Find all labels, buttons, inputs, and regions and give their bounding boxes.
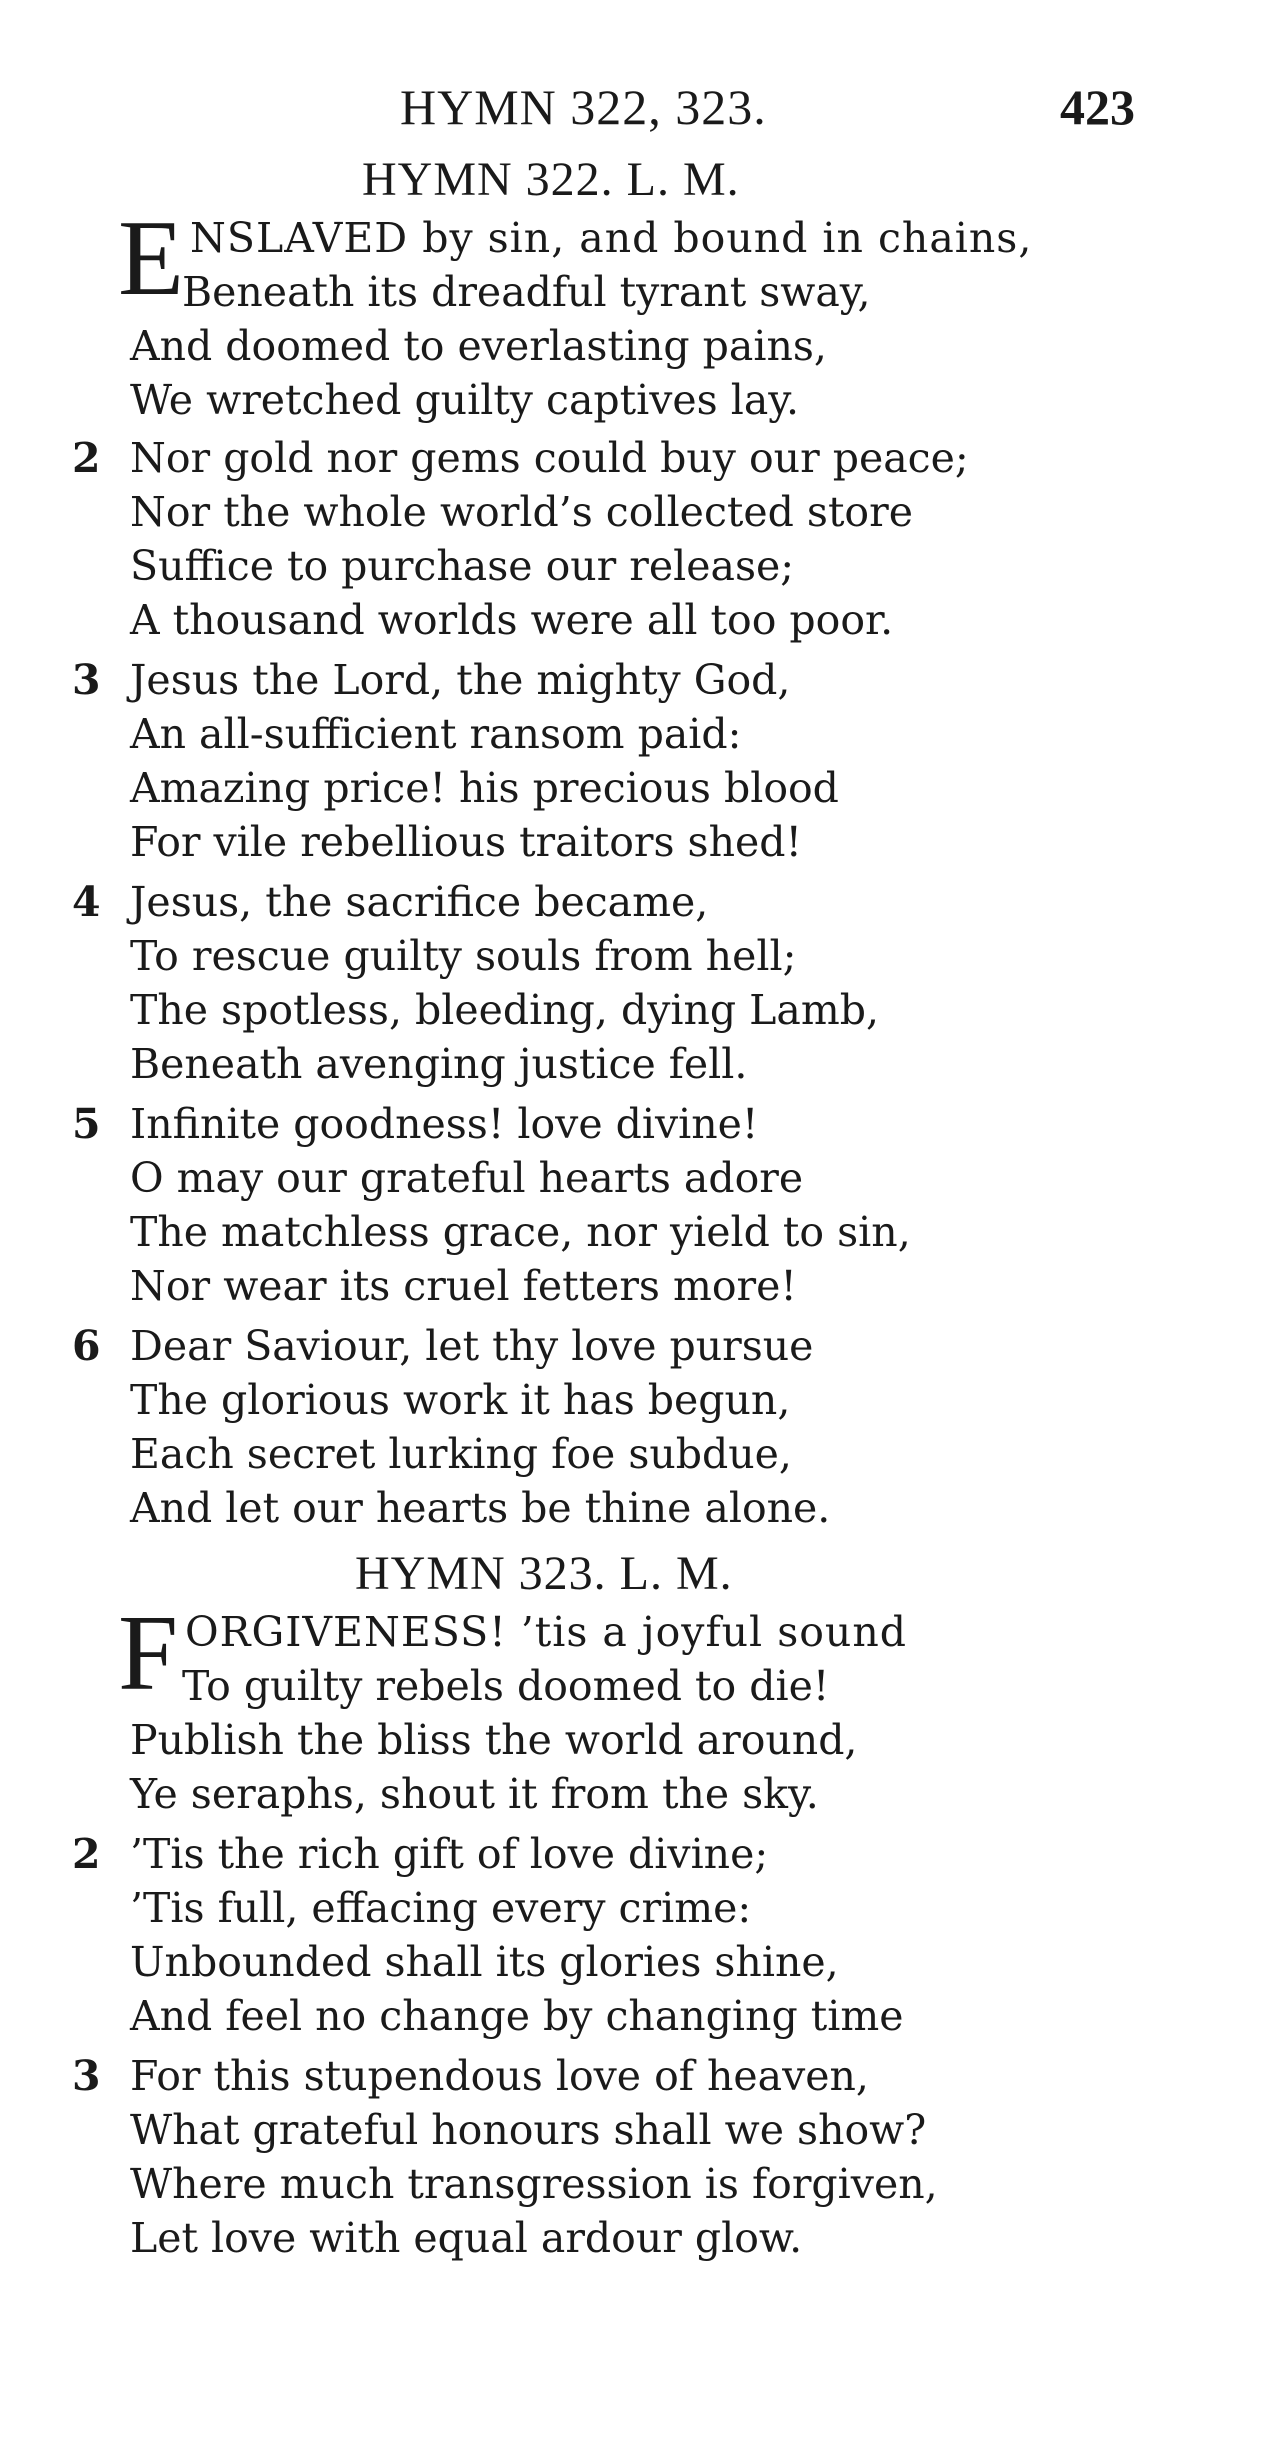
- verse-line: The spotless, bleeding, dying Lamb,: [130, 986, 880, 1034]
- verse-line: ’Tis full, effacing every crime:: [130, 1884, 752, 1932]
- verse-line: Where much transgression is forgiven,: [130, 2160, 938, 2208]
- hymn-323-heading: HYMN 323. L. M.: [355, 1547, 733, 1600]
- verse-line: Infinite goodness! love divine!: [130, 1100, 759, 1148]
- verse-line: Amazing price! his precious blood: [130, 764, 839, 812]
- stanza-number: 2: [72, 1830, 101, 1878]
- verse-line: ’Tis the rich gift of love divine;: [130, 1830, 769, 1878]
- verse-line: Unbounded shall its glories shine,: [130, 1938, 839, 1986]
- verse-line: Jesus the Lord, the mighty God,: [130, 656, 791, 704]
- hymn-323-drop-cap: F: [118, 1594, 179, 1713]
- verse-line: Beneath its dreadful tyrant sway,: [182, 268, 871, 316]
- verse-line: Let love with equal ardour glow.: [130, 2214, 803, 2262]
- stanza-number: 3: [72, 2052, 101, 2100]
- verse-line: Nor wear its cruel fetters more!: [130, 1262, 797, 1310]
- verse-line: Each secret lurking foe subdue,: [130, 1430, 792, 1478]
- verse-line: Jesus, the sacrifice became,: [130, 878, 709, 926]
- verse-line: We wretched guilty captives lay.: [130, 376, 800, 424]
- verse-line: A thousand worlds were all too poor.: [130, 596, 894, 644]
- verse-line: And doomed to everlasting pains,: [130, 322, 827, 370]
- verse-line: And let our hearts be thine alone.: [130, 1484, 831, 1532]
- stanza-number: 2: [72, 434, 101, 482]
- page-number: 423: [1060, 79, 1135, 135]
- verse-line: Suffice to purchase our release;: [130, 542, 795, 590]
- verse-line: Nor gold nor gems could buy our peace;: [130, 434, 969, 482]
- verse-line: And feel no change by changing time: [130, 1992, 904, 2040]
- verse-line: The matchless grace, nor yield to sin,: [130, 1208, 911, 1256]
- hymn-323-first-line: ORGIVENESS! ’tis a joyful sound: [185, 1608, 907, 1656]
- hymn-322-first-line: NSLAVED by sin, and bound in chains,: [190, 214, 1033, 262]
- verse-line: To rescue guilty souls from hell;: [130, 932, 797, 980]
- verse-line: Nor the whole world’s collected store: [130, 488, 913, 536]
- running-title: HYMN 322, 323.: [400, 79, 767, 135]
- verse-line: Dear Saviour, let thy love pursue: [130, 1322, 814, 1370]
- stanza-number: 6: [72, 1322, 101, 1370]
- verse-line: For this stupendous love of heaven,: [130, 2052, 869, 2100]
- verse-line: Beneath avenging justice fell.: [130, 1040, 748, 1088]
- verse-line: The glorious work it has begun,: [130, 1376, 791, 1424]
- stanza-number: 4: [72, 878, 101, 926]
- verse-line: What grateful honours shall we show?: [130, 2106, 927, 2154]
- verse-line: For vile rebellious traitors shed!: [130, 818, 802, 866]
- running-head: [0, 78, 1271, 138]
- hymn-322-drop-cap: E: [118, 199, 184, 318]
- verse-line: Ye seraphs, shout it from the sky.: [130, 1770, 819, 1818]
- stanza-number: 3: [72, 656, 101, 704]
- verse-line: To guilty rebels doomed to die!: [182, 1662, 830, 1710]
- verse-line: An all-sufficient ransom paid:: [130, 710, 742, 758]
- verse-line: O may our grateful hearts adore: [130, 1154, 804, 1202]
- verse-line: Publish the bliss the world around,: [130, 1716, 858, 1764]
- stanza-number: 5: [72, 1100, 101, 1148]
- hymn-322-heading: HYMN 322. L. M.: [362, 153, 740, 206]
